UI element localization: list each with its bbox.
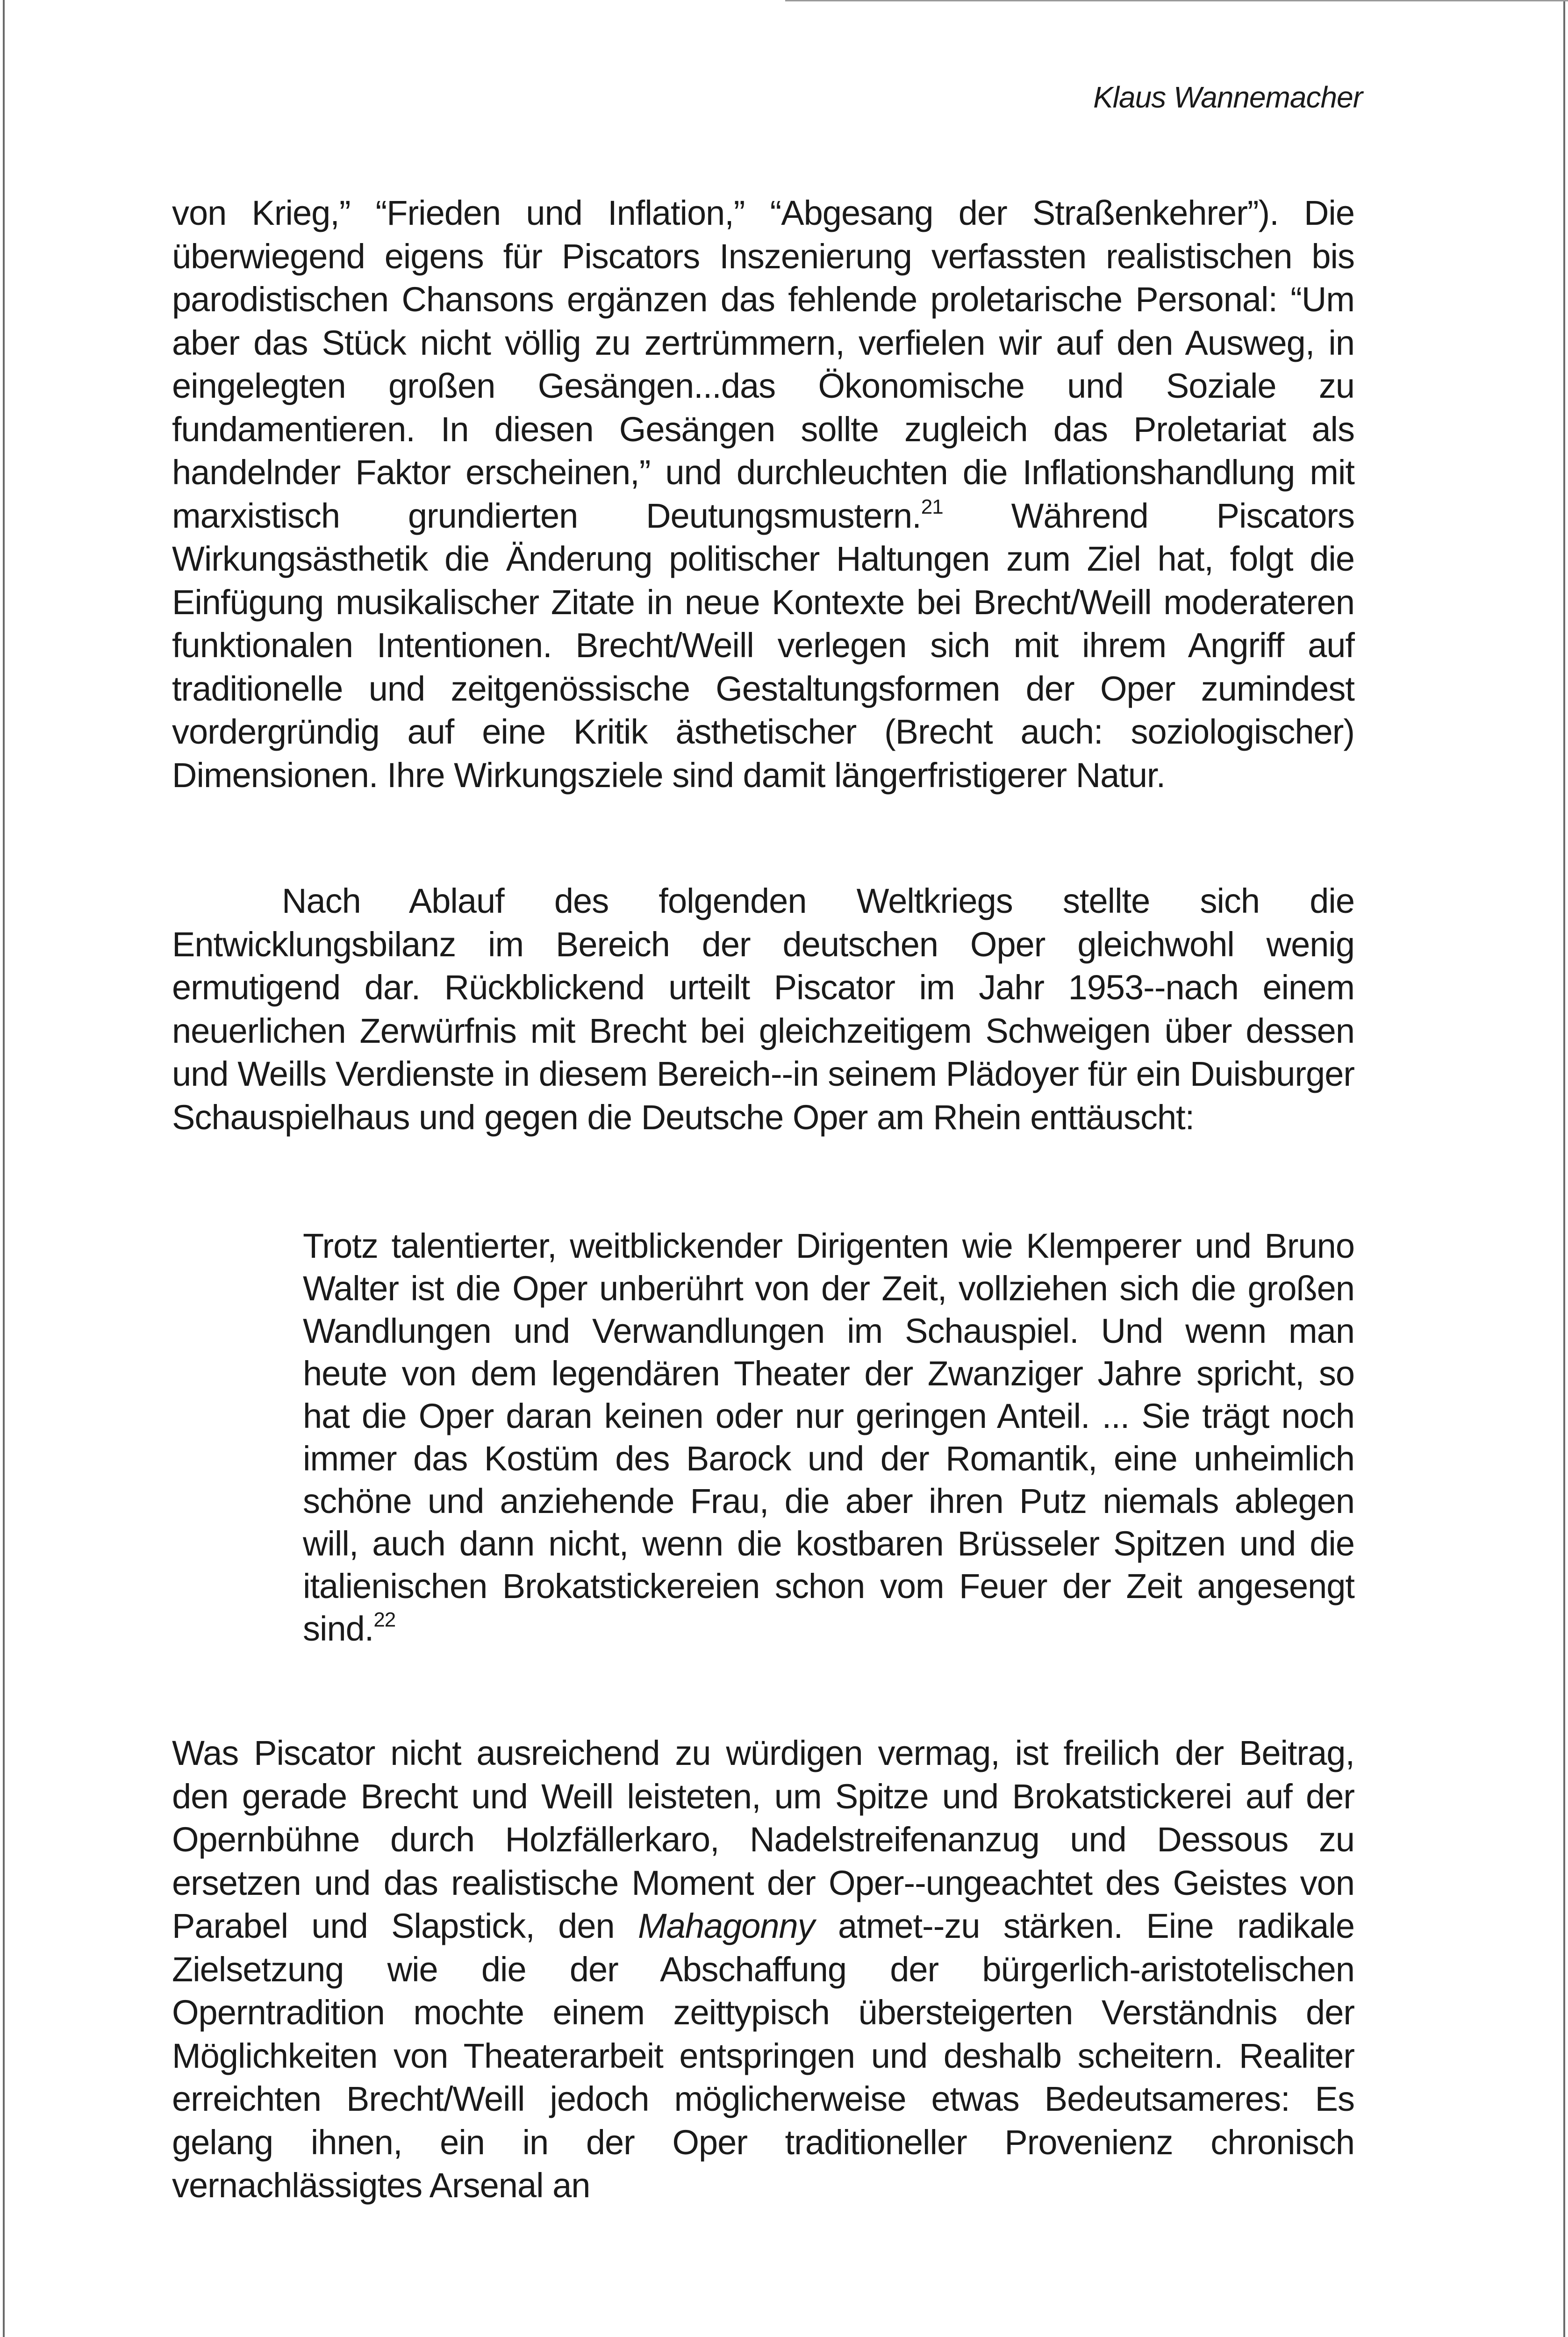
block-quote-piscator [303, 1225, 1354, 1650]
scan-border-left [3, 0, 5, 2337]
paragraph-3-text-b: atmet--zu stärken. Eine radikale Zielsetzung wie die der Abschaffung der bürgerlich-aristotelischen Operntradition mochte einem zeittypisch übersteigerten Verständnis der Möglichkeiten von Theaterarbeit entspringen und deshalb scheitern. Realiter erreichten Brecht/Weill jedoch möglicherweise etwas Bedeutsameres: Es gelang ihnen, ein in der Oper traditioneller Provenienz chronisch vernachlässigtes Arsenal an [172, 1907, 1354, 2205]
scan-border-right [1563, 0, 1565, 2337]
paragraph-opera-balance: Nach Ablauf des folgenden Weltkriegs stellte sich die Entwicklungsbilanz im Bereich der deutschen Oper gleichwohl wenig ermutigend dar. Rückblickend urteilt Piscator im Jahr 1953--nach einem neuerlichen Zerwürfnis mit Brecht bei gleichzeitigem Schweigen über dessen und Weills Verdienste in diesem Bereich--in seinem Plädoyer für ein Duisburger Schauspielhaus und gegen die Deutsche Oper am Rhein enttäuscht: [172, 882, 1354, 1137]
paragraph-1-text-a: von Krieg,” “Frieden und Inflation,” “Abgesang der Straßenkehrer”). Die überwiegend eigens für Piscators Inszenierung verfassten realistischen bis parodistischen Chansons ergänzen das fehlende proletarische Personal: “Um aber das Stück nicht völlig zu zertrümmern, verfielen wir auf den Ausweg, in eingelegten großen Gesängen...das Ökonomische und Soziale zu fundamentieren. In diesen Gesängen sollte zugleich das Proletariat als handelnder Faktor erscheinen,” und durchleuchten die Inflationshandlung mit marxistisch grundierten Deutungsmustern. [172, 194, 1354, 535]
quote-text: Trotz talentierter, weitblickender Dirigenten wie Klemperer und Bruno Walter ist die Oper unberührt von der Zeit, vollziehen sich die großen Wandlungen und Verwandlungen im Schauspiel. Und wenn man heute von dem legendären Theater der Zwanziger Jahre spricht, so hat die Oper daran keinen oder nur geringen Anteil. ... Sie trägt noch immer das Kostüm des Barock und der Romantik, eine unheimlich schöne und anziehende Frau, die aber ihren Putz niemals ablegen will, auch dann nicht, wenn die kostbaren Brüsseler Spitzen und die italienischen Brokatstickereien schon vom Feuer der Zeit angesengt sind. [303, 1226, 1354, 1648]
running-header-author: Klaus Wannemacher [1093, 80, 1362, 114]
work-title-mahagonny: Mahagonny [637, 1907, 815, 1945]
scan-border-top [785, 0, 1568, 1]
paragraph-brecht-weill-contribution [172, 1732, 1354, 2208]
paragraph-3-text-a: Was Piscator nicht ausreichend zu würdigen vermag, ist freilich der Beitrag, den gerade Brecht und Weill leisteten, um Spitze und Brokatstickerei auf der Opernbühne durch Holzfällerkaro, Nadelstreifenanzug und Dessous zu ersetzen und das realistische Moment der Oper--ungeachtet des Geistes von Parabel und Slapstick, den [172, 1734, 1354, 1945]
paragraph-piscator-chansons [172, 192, 1354, 797]
footnote-ref-21: 21 [921, 495, 943, 518]
footnote-ref-22: 22 [373, 1608, 396, 1631]
paragraph-1-text-b: Während Piscators Wirkungsästhetik die Änderung politischer Haltungen zum Ziel hat, folgt die Einfügung musikalischer Zitate in neue Kontexte bei Brecht/Weill moderateren funktionalen Intentionen. Brecht/Weill verlegen sich mit ihrem Angriff auf traditionelle und zeitgenössische Gestaltungsformen der Oper zumindest vordergründig auf eine Kritik ästhetischer (Brecht auch: soziologischer) Dimensionen. Ihre Wirkungsziele sind damit längerfristigerer Natur. [172, 496, 1354, 795]
